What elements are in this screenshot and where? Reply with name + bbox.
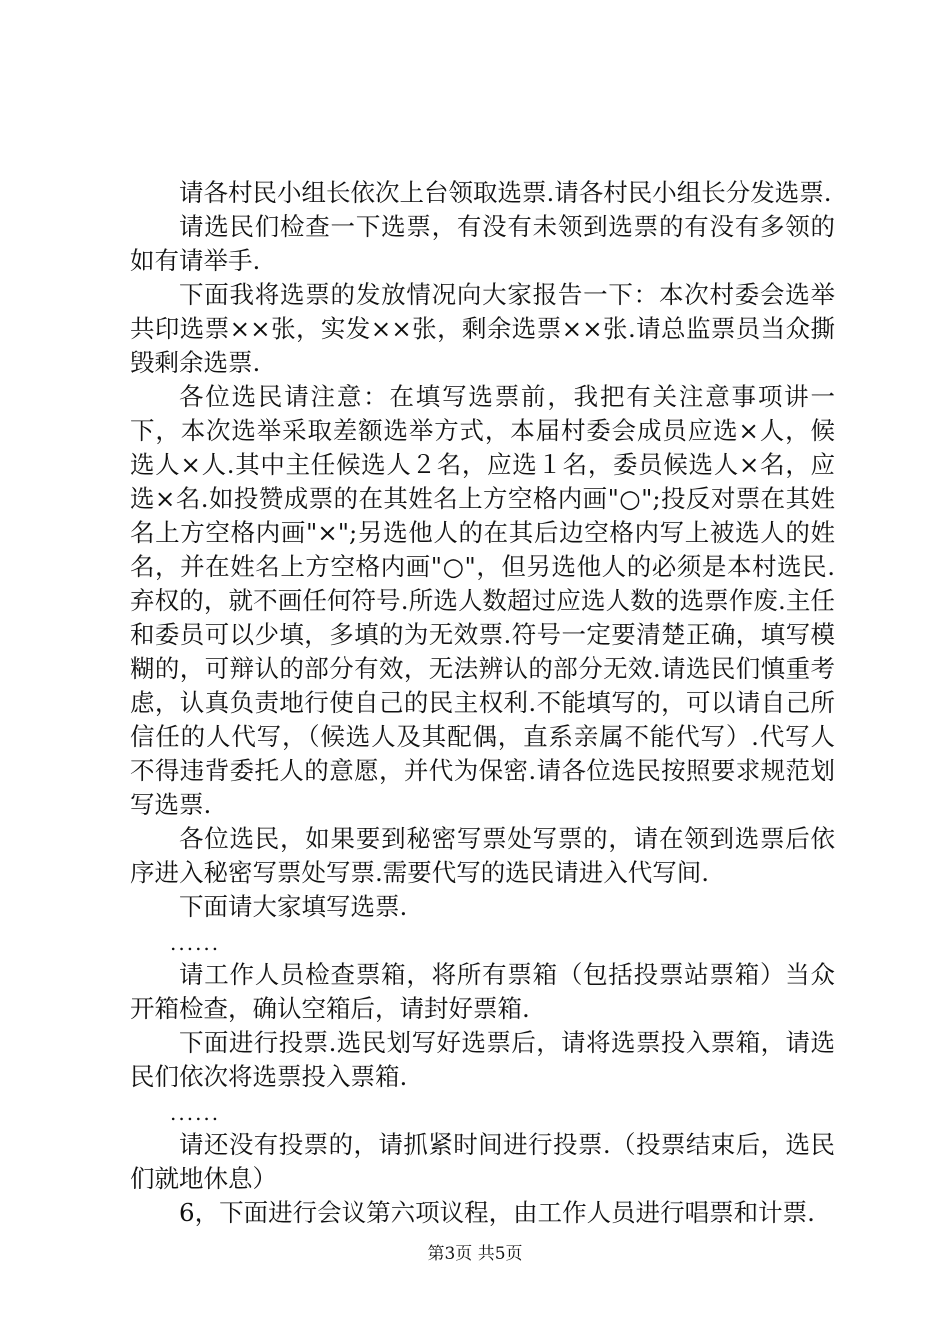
paragraph: 下面进行投票.选民划写好选票后，请将选票投入票箱，请选民们依次将选票投入票箱. — [130, 1028, 835, 1091]
page-number-footer: 第3页 共5页 — [427, 1244, 523, 1264]
paragraph: 请工作人员检查票箱，将所有票箱（包括投票站票箱）当众开箱检查，确认空箱后，请封好票箱. — [130, 960, 835, 1023]
paragraph: 6，下面进行会议第六项议程，由工作人员进行唱票和计票. — [179, 1198, 815, 1227]
paragraph: 下面我将选票的发放情况向大家报告一下：本次村委会选举共印选票××张，实发××张，剩余选票××张.请总监票员当众撕毁剩余选票. — [130, 280, 835, 377]
paragraph: 请各村民小组长依次上台领取选票.请各村民小组长分发选票. — [179, 178, 832, 207]
paragraph: 各位选民请注意：在填写选票前，我把有关注意事项讲一下，本次选举采取差额选举方式，本届村委会成员应选×人，候选人×人.其中主任候选人２名，应选１名，委员候选人×名，应选×名.如投赞成票的在其姓名上方空格内画"○";投反对票在其姓名上方空格内画"×";另选他人的在其后边空格内写上被选人的姓名，并在姓名上方空格内画"○"，但另选他人的必须是本村选民.弃权的，就不画任何符号.所选人数超过应选人数的选票作废.主任和委员可以少填，多填的为无效票.符号一定要清楚正确，填写模糊的，可辩认的部分有效，无法辨认的部分无效.请选民们慎重考虑，认真负责地行使自己的民主权利.不能填写的，可以请自己所信任的人代写，（候选人及其配偶，直系亲属不能代写）.代写人不得违背委托人的意愿，并代为保密.请各位选民按照要求规范划写选票. — [130, 382, 835, 819]
paragraph: 请选民们检查一下选票，有没有未领到选票的有没有多领的如有请举手. — [130, 212, 835, 275]
ellipsis-line: ...... — [170, 931, 221, 955]
paragraph: 下面请大家填写选票. — [179, 892, 408, 921]
document-body — [130, 176, 835, 1230]
ellipsis-line: ...... — [170, 1101, 221, 1125]
paragraph: 请还没有投票的，请抓紧时间进行投票.（投票结束后，选民们就地休息） — [130, 1130, 835, 1193]
paragraph: 各位选民，如果要到秘密写票处写票的，请在领到选票后依序进入秘密写票处写票.需要代写的选民请进入代写间. — [130, 824, 835, 887]
